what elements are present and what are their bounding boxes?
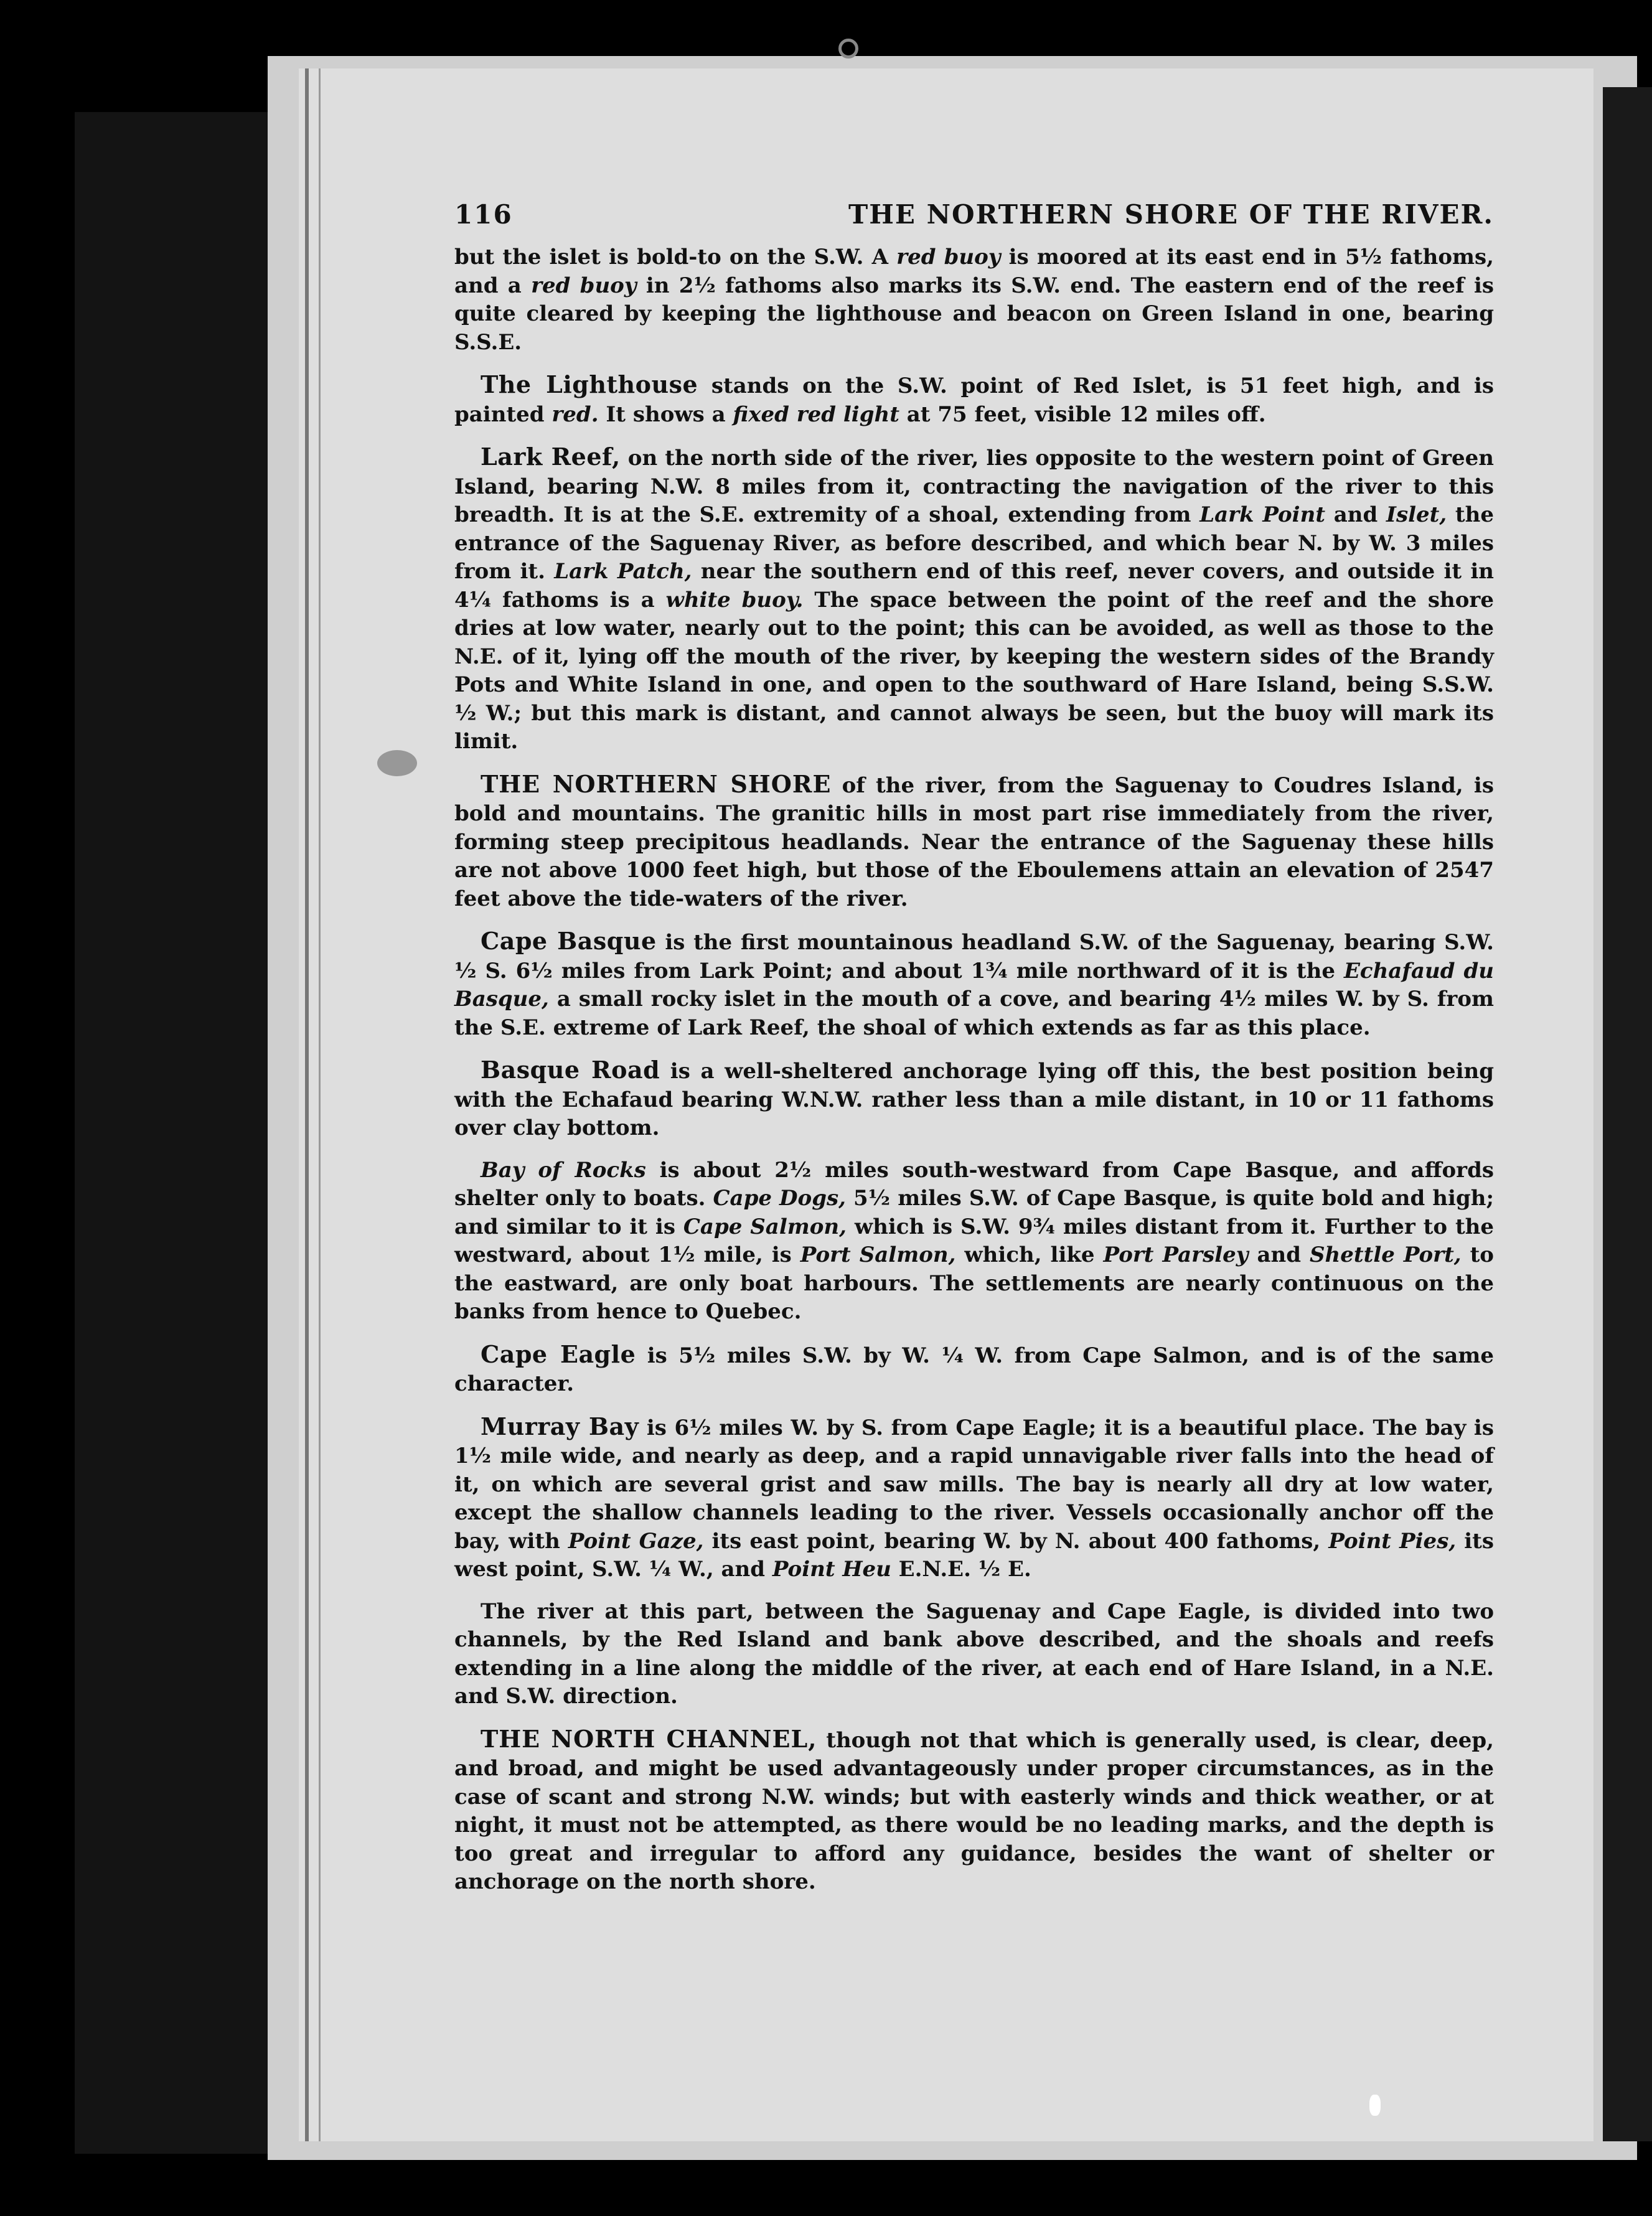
paragraph-cape-eagle: Cape Eagle is 5½ miles S.W. by W. ¼ W. from Cape Salmon, and is of the same character. <box>454 1340 1494 1396</box>
page-number: 116 <box>454 199 513 230</box>
lead-term: Cape Eagle <box>481 1340 636 1368</box>
book-cover-right <box>1603 87 1652 2141</box>
top-ring-mark <box>838 39 858 59</box>
ink-smudge <box>377 750 417 776</box>
page-header <box>454 199 1494 230</box>
paragraph-cape-basque: Cape Basque is the first mountainous headland S.W. of the Saguenay, bearing S.W. ½ S. 6½ miles from Lark Point; and about 1¾ mile northward of it is the Echafaud du Basque, a small rocky islet in the mouth of a cove, and bearing 4½ miles W. by S. from the S.E. extreme of Lark Reef, the shoal of which extends as far as this place. <box>454 927 1494 1040</box>
lead-term: The Lighthouse <box>481 370 698 398</box>
lead-term: THE NORTH CHANNEL, <box>481 1724 817 1753</box>
page-text <box>454 199 1494 1955</box>
running-title: THE NORTHERN SHORE OF THE RIVER. <box>848 199 1494 230</box>
paragraph-murray-bay: Murray Bay is 6½ miles W. by S. from Cape Eagle; it is a beautiful place. The bay is 1½ mile wide, and nearly as deep, and a rapid unnavigable river falls into the head of it, on which are several grist and saw mills. The bay is nearly all dry at low water, except the shallow channels leading to the river. Vessels occasionally anchor off the bay, with Point Gaze, its east point, bearing W. by N. about 400 fathoms, Point Pies, its west point, S.W. ¼ W., and Point Heu E.N.E. ½ E. <box>454 1412 1494 1582</box>
paragraph-lark-reef: Lark Reef, on the north side of the river, lies opposite to the western point of Green Island, bearing N.W. 8 miles from it, contracting the navigation of the river to this breadth. It is at the S.E. extremity of a shoal, extending from Lark Point and Islet, the entrance of the Saguenay River, as before described, and which bear N. by W. 3 miles from it. Lark Patch, near the southern end of this reef, never covers, and outside it in 4¼ fathoms is a white buoy. The space between the point of the reef and the shore dries at low water, nearly out to the point; this can be avoided, as well as those to the N.E. of it, lying off the mouth of the river, by keeping the western sides of the Brandy Pots and White Island in one, and open to the southward of Hare Island, being S.S.W. ½ W.; but this mark is distant, and cannot always be seen, but the buoy will mark its limit. <box>454 443 1494 754</box>
lead-term: Cape Basque <box>481 927 657 955</box>
paragraph-river-channels: The river at this part, between the Saguenay and Cape Eagle, is divided into two channels, by the Red Island and bank above described, and the shoals and reefs extending in a line along the middle of the river, at each end of Hare Island, in a N.E. and S.W. direction. <box>454 1599 1494 1709</box>
paragraph-lighthouse: The Lighthouse stands on the S.W. point of Red Islet, is 51 feet high, and is painted red. It shows a fixed red light at 75 feet, visible 12 miles off. <box>454 370 1494 427</box>
paragraph-basque-road: Basque Road is a well-sheltered anchorage lying off this, the best position being with the Echafaud bearing W.N.W. rather less than a mile distant, in 10 or 11 fathoms over clay bottom. <box>454 1056 1494 1140</box>
book-cover-left <box>75 112 299 2154</box>
lead-term: Lark Reef, <box>481 443 621 471</box>
paragraph-northern-shore: THE NORTHERN SHORE of the river, from the Saguenay to Coudres Island, is bold and mountains. The granitic hills in most part rise immediately from the river, forming steep precipitous headlands. Near the entrance of the Saguenay these hills are not above 1000 feet high, but those of the Eboulemens attain an elevation of 2547 feet above the tide-waters of the river. <box>454 769 1494 911</box>
paragraph-bay-of-rocks: Bay of Rocks is about 2½ miles south-westward from Cape Basque, and affords shelter only to boats. Cape Dogs, 5½ miles S.W. of Cape Basque, is quite bold and high; and similar to it is Cape Salmon, which is S.W. 9¾ miles distant from it. Further to the westward, about 1½ mile, is Port Salmon, which, like Port Parsley and Shettle Port, to the eastward, are only boat harbours. The settlements are nearly continuous on the banks from hence to Quebec. <box>454 1157 1495 1324</box>
paragraph-1: but the islet is bold-to on the S.W. A red buoy is moored at its east end in 5½ fathoms, and a red buoy in 2½ fathoms also marks its S.W. end. The eastern end of the reef is quite cleared by keeping the lighthouse and beacon on Green Island in one, bearing S.S.E. <box>454 245 1494 355</box>
lead-term: Basque Road <box>481 1056 660 1084</box>
paper-fleck <box>1369 2095 1381 2116</box>
lead-term: Murray Bay <box>481 1412 639 1440</box>
paragraph-north-channel: THE NORTH CHANNEL, though not that which is generally used, is clear, deep, and broad, and might be used advantageously under proper circumstances, as in the case of scant and strong N.W. winds; but with easterly winds and thick weather, or at night, it must not be attempted, as there would be no leading marks, and the depth is too great and irregular to afford any guidance, besides the want of shelter or anchorage on the north shore. <box>454 1724 1495 1894</box>
lead-term: THE NORTHERN SHORE <box>481 769 832 798</box>
